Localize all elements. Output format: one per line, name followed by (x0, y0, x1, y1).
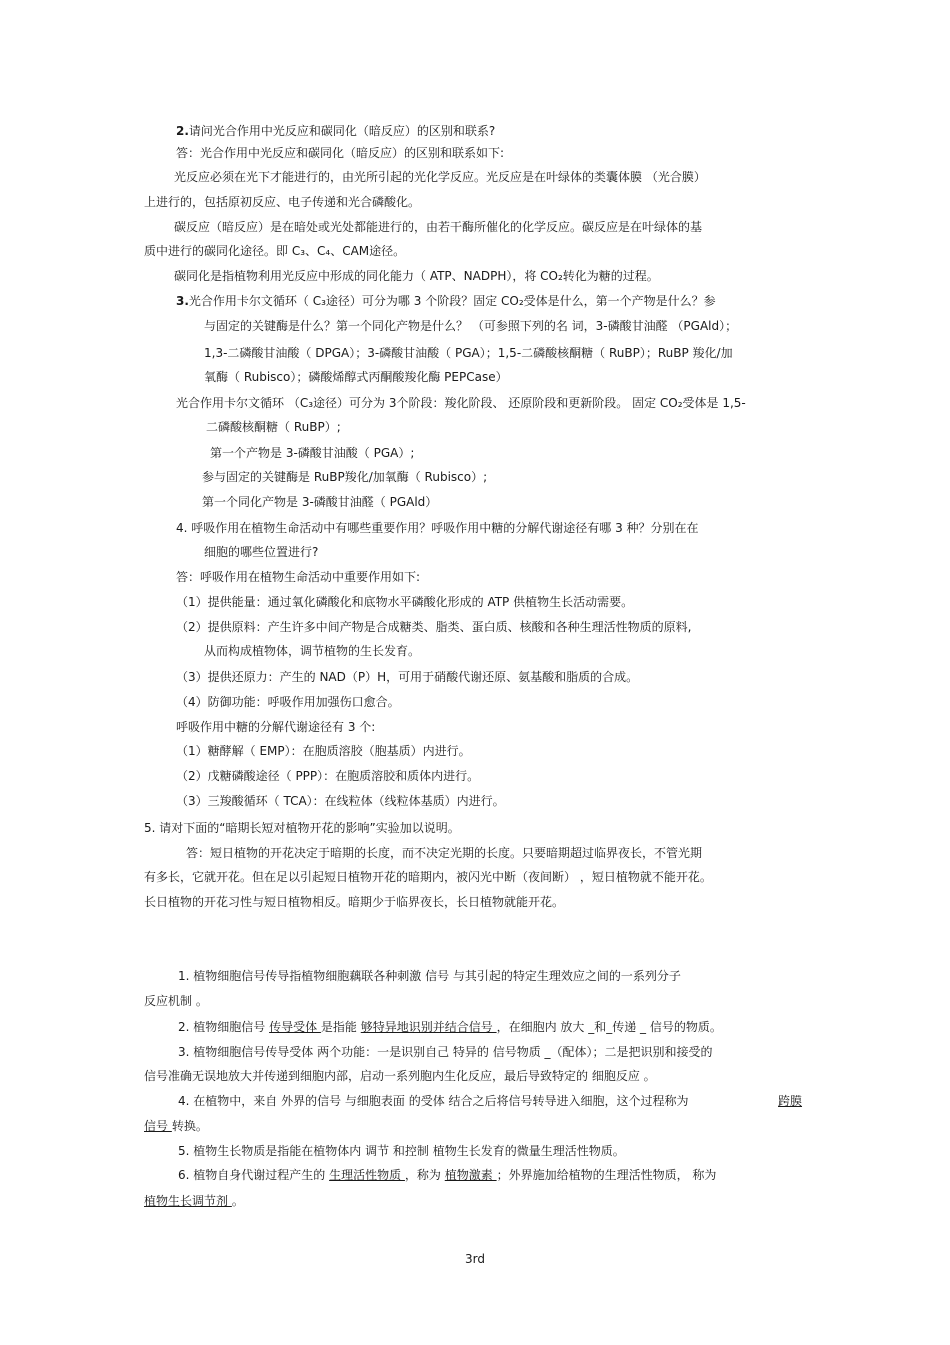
q4-question-line-2: 细胞的哪些位置进行? (204, 545, 319, 559)
q5-answer-line-3: 长日植物的开花习性与短日植物相反。暗期少于临界夜长，长日植物就能开花。 (144, 895, 565, 909)
q3-question-line-4: 氧酶（ Rubisco）；磷酸烯醇式丙酮酸羧化酶 PEPCase） (204, 370, 508, 384)
q3-question-line-2: 与固定的关键酶是什么？第一个同化产物是什么？ （可参照下列的名 词，3-磷酸甘油醛 （PGAld）； (204, 319, 738, 333)
q3-question-line-1: 3.光合作用卡尔文循环（ C₃途径）可分为哪 3 个阶段？固定 CO₂受体是什么，第一个产物是什么？参 (176, 294, 716, 308)
fill-3-line-1: 3. 植物细胞信号传导受体 两个功能：一是识别自己 特异的 信号物质 _（配体）；二是把识别和接受的 (178, 1045, 713, 1059)
page-number: 3rd (465, 1252, 485, 1266)
fill-4-line-2: 信号 转换。 (144, 1119, 208, 1133)
fill-5: 5. 植物生长物质是指能在植物体内 调节 和控制 植物生长发育的微量生理活性物质。 (178, 1144, 625, 1158)
q2-paragraph-2-line-2: 质中进行的碳同化途径。即 C₃、C₄、CAM途径。 (144, 244, 406, 258)
q4-role-1: （1）提供能量：通过氧化磷酸化和底物水平磷酸化形成的 ATP 供植物生长活动需要。 (176, 595, 634, 609)
q3-question-line-3: 1,3-二磷酸甘油酸（ DPGA）；3-磷酸甘油酸（ PGA）；1,5-二磷酸核酮糖（ RuBP）；RuBP 羧化/加 (204, 346, 733, 360)
q2-paragraph-3: 碳同化是指植物利用光反应中形成的同化能力（ ATP、NADPH），将 CO₂转化为糖的过程。 (174, 269, 659, 283)
q2-question: 2.请问光合作用中光反应和碳同化（暗反应）的区别和联系? (176, 124, 496, 138)
q5-answer-line-2: 有多长，它就开花。但在足以引起短日植物开花的暗期内，被闪光中断（夜间断） ，短日植物就不能开花。 (144, 870, 712, 884)
q5-question: 5. 请对下面的“暗期长短对植物开花的影响”实验加以说明。 (144, 821, 460, 835)
q4-role-3: （3）提供还原力：产生的 NAD（P）H，可用于硝酸代谢还原、氨基酸和脂质的合成。 (176, 670, 639, 684)
q2-number: 2. (176, 124, 189, 138)
q4-role-2-line-2: 从而构成植物体，调节植物的生长发育。 (204, 644, 421, 658)
q3-answer-line-1: 光合作用卡尔文循环 （C₃途径）可分为 3个阶段：羧化阶段、 还原阶段和更新阶段。 固定 CO₂受体是 1,5- (176, 396, 746, 410)
fill-2: 2. 植物细胞信号 传导受体 是指能 够特异地识别并结合信号 ，在细胞内 放大 _和_传递 _ 信号的物质。 (178, 1020, 722, 1034)
fill-6-line-1: 6. 植物自身代谢过程产生的 生理活性物质 ，称为 植物激素 ；外界施加给植物的生理活性物质， 称为 (178, 1168, 717, 1182)
q3-answer-line-5: 第一个同化产物是 3-磷酸甘油醛（ PGAld） (202, 495, 438, 509)
q4-answer-intro: 答：呼吸作用在植物生命活动中重要作用如下: (176, 570, 421, 584)
fill-6-line-2: 植物生长调节剂 。 (144, 1194, 244, 1208)
q4-pathway-3: （3）三羧酸循环（ TCA）：在线粒体（线粒体基质）内进行。 (176, 794, 505, 808)
q5-answer-line-1: 答：短日植物的开花决定于暗期的长度，而不决定光期的长度。只要暗期超过临界夜长，不管光期 (186, 846, 703, 860)
q3-answer-line-3: 第一个产物是 3-磷酸甘油酸（ PGA）; (210, 446, 415, 460)
q3-answer-line-4: 参与固定的关键酶是 RuBP羧化/加氧酶（ Rubisco）; (202, 470, 488, 484)
q2-paragraph-1-line-2: 上进行的，包括原初反应、电子传递和光合磷酸化。 (144, 195, 421, 209)
q2-paragraph-1-line-1: 光反应必须在光下才能进行的，由光所引起的光化学反应。光反应是在叶绿体的类囊体膜 （光合膜） (174, 170, 706, 184)
q4-question-line-1: 4. 呼吸作用在植物生命活动中有哪些重要作用？呼吸作用中糖的分解代谢途径有哪 3 种？分别在在 (176, 521, 699, 535)
q3-answer-line-2: 二磷酸核酮糖（ RuBP）; (206, 420, 341, 434)
fill-1-line-2: 反应机制 。 (144, 994, 208, 1008)
q4-pathway-2: （2）戊糖磷酸途径（ PPP）：在胞质溶胶和质体内进行。 (176, 769, 480, 783)
q4-role-4: （4）防御功能：呼吸作用加强伤口愈合。 (176, 695, 400, 709)
fill-1-line-1: 1. 植物细胞信号传导指植物细胞藕联各种刺激 信号 与其引起的特定生理效应之间的一系列分子 (178, 969, 681, 983)
fill-4-answer-part-1: 跨膜 (778, 1094, 803, 1108)
fill-3-line-2: 信号准确无误地放大并传递到细胞内部，启动一系列胞内生化反应，最后导致特定的 细胞反应 。 (144, 1069, 656, 1083)
fill-4-line-1: 4. 在植物中，来自 外界的信号 与细胞表面 的受体 结合之后将信号转导进入细胞，这个过程称为 (178, 1094, 689, 1108)
q4-role-2-line-1: （2）提供原料：产生许多中间产物是合成糖类、脂类、蛋白质、核酸和各种生理活性物质的原料, (176, 620, 692, 634)
q2-answer-intro: 答：光合作用中光反应和碳同化（暗反应）的区别和联系如下: (176, 146, 505, 160)
q2-paragraph-2-line-1: 碳反应（暗反应）是在暗处或光处都能进行的，由若干酶所催化的化学反应。碳反应是在叶绿体的基 (174, 220, 703, 234)
q4-pathway-1: （1）糖酵解（ EMP）：在胞质溶胶（胞基质）内进行。 (176, 744, 471, 758)
q4-pathway-intro: 呼吸作用中糖的分解代谢途径有 3 个: (176, 720, 376, 734)
